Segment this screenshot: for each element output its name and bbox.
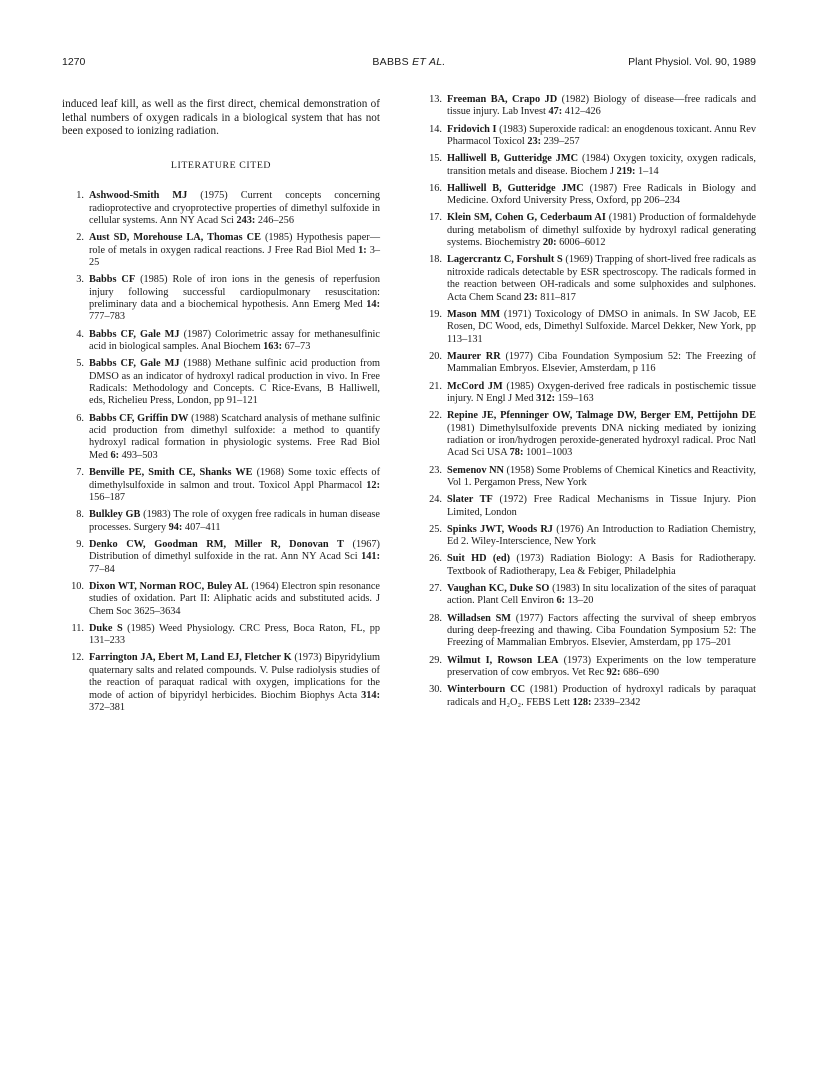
- reference-details: (1988) Methane sulfinic acid production from DMSO as an indicator of hydroxyl radical production in vivo. In Free Radicals: Methodology and Concepts. C Rice-Evans, B Halliwell, eds, Richelieu Press, London, pp 91–121: [89, 358, 380, 407]
- reference-volume: 6:: [556, 595, 566, 607]
- reference-item: [420, 655, 756, 680]
- reference-details: (1975) Current concepts concerning radioprotective and cryoprotective properties of dimethyl sulfoxide in cellular systems. Ann NY Acad Sci: [89, 190, 380, 226]
- reference-item: [420, 94, 756, 119]
- reference-number: 5.: [76, 358, 84, 370]
- reference-text: [447, 153, 756, 178]
- reference-volume: 78:: [509, 447, 524, 459]
- reference-text: [89, 329, 380, 354]
- reference-list-right: [420, 94, 756, 709]
- reference-text: [447, 183, 756, 208]
- reference-pages: 777–783: [89, 311, 126, 323]
- reference-text: [89, 623, 380, 648]
- reference-number: 12.: [71, 652, 84, 664]
- reference-authors: Bulkley GB: [89, 509, 141, 521]
- reference-text: [447, 212, 756, 249]
- reference-details: (1985) Weed Physiology. CRC Press, Boca Raton, FL, pp 131–233: [89, 622, 380, 647]
- reference-item: [62, 413, 380, 463]
- reference-authors: Freeman BA, Crapo JD: [447, 94, 558, 105]
- reference-item: [62, 539, 380, 576]
- reference-item: [420, 684, 756, 709]
- reference-text: [447, 613, 756, 650]
- reference-authors: Benville PE, Smith CE, Shanks WE: [89, 467, 253, 479]
- reference-authors: Klein SM, Cohen G, Cederbaum AI: [447, 212, 606, 224]
- reference-volume: 20:: [542, 237, 557, 249]
- reference-authors: Maurer RR: [447, 350, 501, 362]
- reference-text: [89, 509, 380, 534]
- reference-authors: Babbs CF: [89, 274, 136, 286]
- reference-volume: 243:: [236, 215, 256, 226]
- reference-authors: Vaughan KC, Duke SO: [447, 582, 550, 594]
- reference-item: [62, 623, 380, 648]
- reference-pages: 412–426: [562, 106, 601, 118]
- reference-number: 9.: [76, 538, 84, 550]
- reference-details: (1985) Hypothesis paper—role of metals in oxygen radical reactions. J Free Rad Biol Med: [89, 232, 380, 256]
- reference-volume: 23:: [523, 291, 538, 303]
- reference-pages: 77–84: [89, 563, 115, 575]
- reference-pages: 67–73: [282, 341, 311, 353]
- reference-number: 27.: [429, 582, 442, 594]
- reference-number: 15.: [429, 153, 442, 165]
- reference-number: 10.: [71, 580, 84, 592]
- reference-pages: 372–381: [89, 701, 126, 713]
- reference-number: 30.: [429, 684, 442, 696]
- reference-pages: 239–257: [541, 136, 580, 148]
- reference-authors: Halliwell B, Gutteridge JMC: [447, 153, 579, 165]
- reference-item: [420, 553, 756, 578]
- reference-volume: 314:: [361, 689, 380, 701]
- reference-item: [420, 351, 756, 376]
- reference-item: [62, 581, 380, 618]
- reference-authors: Babbs CF, Gale MJ: [89, 328, 180, 340]
- reference-authors: Spinks JWT, Woods RJ: [447, 523, 553, 535]
- reference-text: [89, 467, 380, 504]
- reference-authors: Wilmut I, Rowson LEA: [447, 654, 559, 666]
- reference-authors: Semenov NN: [447, 464, 504, 476]
- reference-details: (1984) Oxygen toxicity, oxygen radicals, transition metals and disease. Biochem J: [447, 153, 756, 177]
- reference-authors: Halliwell B, Gutteridge JMC: [447, 182, 584, 194]
- reference-number: 8.: [76, 509, 84, 521]
- reference-number: 26.: [429, 553, 442, 565]
- reference-details: (1969) Trapping of short-lived free radicals as nitroxide radicals detectable by ESR spectroscopy. The radicals formed in the reaction between OH-radicals and some sulphoxides and sulphones. Acta Chem Scand: [447, 254, 756, 303]
- reference-number: 18.: [429, 254, 442, 266]
- reference-number: 1.: [76, 190, 84, 202]
- reference-details: (1973) Radiation Biology: A Basis for Radiotherapy. Textbook of Radiotherapy, Lea & Febiger, Philadelphia: [447, 553, 756, 577]
- reference-text: [447, 465, 756, 490]
- reference-number: 19.: [429, 308, 442, 320]
- reference-item: [420, 309, 756, 346]
- reference-list-left: [62, 190, 380, 714]
- reference-text: [447, 94, 756, 119]
- reference-volume: 128:: [572, 696, 592, 708]
- reference-text: [447, 524, 756, 549]
- reference-text: [89, 190, 380, 227]
- reference-item: [62, 232, 380, 269]
- reference-pages: 6006–6012: [556, 237, 606, 249]
- reference-pages: 3–25: [89, 244, 380, 269]
- reference-number: 20.: [429, 350, 442, 362]
- reference-details: (1967) Distribution of dimethyl sulfoxide in the rat. Ann NY Acad Sci: [89, 538, 380, 563]
- journal-citation: Plant Physiol. Vol. 90, 1989: [628, 56, 756, 68]
- reference-details: (1985) Role of iron ions in the genesis of reperfusion injury following successful cardiopulmonary resuscitation: preliminary data and a biochemical hypothesis. Ann Emerg Med: [89, 274, 381, 311]
- reference-details: (1977) Ciba Foundation Symposium 52: The Freezing of Mammalian Embryos. Elsevier, Amsterdam, p 116: [447, 350, 756, 375]
- reference-item: [420, 254, 756, 304]
- reference-pages: 246–256: [255, 215, 294, 226]
- reference-text: [447, 351, 756, 376]
- reference-text: [89, 539, 380, 576]
- reference-details: (1958) Some Problems of Chemical Kinetics and Reactivity, Vol 1. Pergamon Press, New York: [447, 464, 757, 488]
- reference-authors: Aust SD, Morehouse LA, Thomas CE: [89, 232, 261, 244]
- reference-text: [447, 254, 756, 304]
- reference-number: 2.: [76, 232, 84, 244]
- left-column: [62, 94, 380, 719]
- reference-text: [447, 684, 756, 709]
- reference-item: [420, 410, 756, 460]
- reference-number: 24.: [429, 494, 442, 506]
- reference-number: 6.: [76, 412, 84, 424]
- reference-text: [447, 583, 756, 608]
- reference-item: [420, 124, 756, 149]
- reference-text: [447, 124, 756, 149]
- reference-details: (1971) Toxicology of DMSO in animals. In SW Jacob, EE Rosen, DC Wood, eds, Dimethyl Sulfoxide. Marcel Dekker, New York, pp 113–131: [447, 308, 756, 345]
- intro-paragraph: induced leaf kill, as well as the first direct, chemical demonstration of lethal numbers of oxygen radicals in a biological system that has not been exposed to ionizing radiation.: [62, 98, 380, 138]
- reference-item: [62, 509, 380, 534]
- reference-item: [62, 274, 380, 324]
- reference-pages: 159–163: [555, 392, 594, 404]
- reference-details: (1982) Biology of disease—free radicals and tissue injury. Lab Invest: [447, 94, 757, 118]
- reference-volume: 47:: [548, 106, 563, 118]
- reference-item: [420, 153, 756, 178]
- reference-item: [420, 465, 756, 490]
- reference-details: (1983) In situ localization of the sites of paraquat action. Plant Cell Environ: [447, 582, 756, 607]
- reference-volume: 163:: [263, 341, 283, 353]
- reference-item: [420, 524, 756, 549]
- reference-text: [447, 494, 756, 519]
- reference-pages: 493–503: [119, 449, 158, 461]
- reference-details: (1981) Production of hydroxyl radicals by paraquat radicals and H₂O₂. FEBS Lett: [447, 684, 756, 708]
- reference-item: [62, 190, 380, 227]
- reference-details: (1983) The role of oxygen free radicals in human disease processes. Surgery: [89, 509, 380, 533]
- reference-authors: Babbs CF, Griffin DW: [89, 412, 189, 424]
- reference-item: [420, 494, 756, 519]
- reference-text: [447, 553, 756, 578]
- reference-details: (1988) Scatchard analysis of methane sulfinic acid production from dimethyl sulfoxide: a method to quantify hydroxyl radical formation in physiologic systems. Free Rad Biol Med: [89, 412, 380, 461]
- reference-pages: 686–690: [620, 667, 660, 678]
- reference-volume: 92:: [606, 667, 621, 678]
- reference-details: (1987) Colorimetric assay for methanesulfinic acid in biological samples. Anal Biochem: [89, 328, 380, 353]
- reference-number: 29.: [429, 654, 442, 666]
- reference-authors: Lagercrantz C, Forshult S: [447, 254, 563, 266]
- reference-text: [89, 652, 380, 714]
- reference-authors: Winterbourn CC: [447, 684, 526, 696]
- reference-volume: 23:: [527, 136, 542, 148]
- reference-number: 13.: [429, 94, 442, 105]
- reference-authors: Slater TF: [447, 494, 493, 506]
- reference-item: [62, 358, 380, 408]
- running-title-etal: ET AL.: [412, 56, 446, 68]
- reference-volume: 219:: [616, 165, 636, 177]
- reference-volume: 141:: [361, 551, 380, 563]
- reference-details: (1972) Free Radical Mechanisms in Tissue Injury. Pion Limited, London: [447, 494, 757, 518]
- reference-volume: 14:: [366, 299, 380, 311]
- reference-details: (1985) Oxygen-derived free radicals in postischemic tissue injury. N Engl J Med: [447, 380, 756, 404]
- reference-number: 3.: [76, 274, 84, 286]
- reference-item: [420, 212, 756, 249]
- reference-authors: Babbs CF, Gale MJ: [89, 358, 180, 370]
- reference-authors: Denko CW, Goodman RM, Miller R, Donovan T: [89, 538, 344, 550]
- reference-details: (1976) An Introduction to Radiation Chemistry, Ed 2. Wiley-Interscience, New York: [447, 523, 757, 548]
- reference-number: 16.: [429, 182, 442, 194]
- reference-volume: 94:: [168, 521, 183, 533]
- running-title-authors: BABBS: [372, 56, 409, 68]
- reference-authors: Repine JE, Pfenninger OW, Talmage DW, Berger EM, Pettijohn DE: [447, 410, 756, 422]
- reference-item: [62, 329, 380, 354]
- reference-text: [447, 410, 756, 460]
- reference-authors: Duke S: [89, 622, 123, 634]
- reference-text: [89, 232, 380, 269]
- reference-item: [62, 652, 380, 714]
- reference-details: (1977) Factors affecting the survival of sheep embryos during deep-freezing and thawing. Ciba Foundation Symposium 52: The Freezing of Mammalian Embryos. Elsevier, Amsterdam, pp 175–201: [447, 612, 756, 649]
- literature-cited-heading: LITERATURE CITED: [170, 159, 272, 171]
- reference-details: (1973) Bipyridylium quaternary salts and related compounds. V. Pulse radiolysis studies of the reaction of paraquat radical with oxygen, implications for the mode of action of bipyridyl herbicides. Biochim Biophys Acta: [89, 652, 380, 701]
- reference-item: [420, 183, 756, 208]
- reference-pages: 156–187: [89, 491, 126, 503]
- reference-number: 22.: [429, 410, 442, 422]
- reference-pages: 1–14: [635, 165, 659, 177]
- reference-pages: 407–411: [182, 521, 221, 533]
- reference-authors: Mason MM: [447, 308, 501, 320]
- reference-number: 7.: [76, 467, 84, 479]
- reference-details: (1987) Free Radicals in Biology and Medicine. Oxford University Press, Oxford, pp 206–234: [447, 182, 756, 207]
- reference-pages: 1001–1003: [523, 447, 573, 459]
- reference-pages: 811–817: [537, 291, 576, 303]
- reference-pages: 2339–2342: [591, 696, 641, 708]
- reference-authors: Fridovich I: [447, 123, 497, 135]
- reference-number: 4.: [76, 328, 84, 340]
- reference-authors: Willadsen SM: [447, 612, 512, 624]
- reference-volume: 12:: [366, 479, 380, 491]
- reference-number: 21.: [429, 380, 442, 392]
- reference-number: 11.: [71, 622, 84, 634]
- reference-item: [62, 467, 380, 504]
- reference-volume: 1:: [358, 244, 367, 256]
- reference-authors: McCord JM: [447, 380, 503, 392]
- reference-number: 25.: [429, 523, 442, 535]
- reference-details: (1981) Production of formaldehyde during metabolism of dimethyl sulfoxide by hydroxyl radical generating systems. Biochemistry: [447, 212, 756, 249]
- reference-authors: Farrington JA, Ebert M, Land EJ, Fletcher K: [89, 652, 292, 664]
- page-number: 1270: [62, 56, 86, 68]
- reference-details: (1973) Experiments on the low temperature preservation of cow embryos. Vet Rec: [447, 654, 756, 678]
- reference-authors: Dixon WT, Norman ROC, Buley AL: [89, 580, 249, 592]
- reference-text: [89, 413, 380, 463]
- reference-item: [420, 583, 756, 608]
- reference-details: (1983) Superoxide radical: an enogdenous toxicant. Annu Rev Pharmacol Toxicol: [447, 123, 756, 148]
- reference-authors: Suit HD (ed): [447, 553, 511, 565]
- reference-text: [447, 309, 756, 346]
- reference-item: [420, 613, 756, 650]
- reference-text: [89, 274, 380, 324]
- reference-authors: Ashwood-Smith MJ: [89, 190, 188, 202]
- reference-text: [447, 655, 756, 680]
- reference-details: (1968) Some toxic effects of dimethylsulfoxide in salmon and trout. Toxicol Appl Pharmacol: [89, 467, 380, 491]
- reference-details: (1964) Electron spin resonance studies of oxidation. Part II: Aliphatic acids and substituted acids. J Chem Soc 3625–3634: [89, 580, 380, 617]
- reference-number: 23.: [429, 464, 442, 476]
- reference-number: 14.: [429, 123, 442, 135]
- right-column: [420, 94, 756, 714]
- reference-number: 28.: [429, 612, 442, 624]
- reference-volume: 312:: [536, 392, 556, 404]
- reference-pages: 13–20: [565, 595, 594, 607]
- reference-details: (1981) Dimethylsulfoxide prevents DNA nicking mediated by ionizing radiation or iron/hydrogen peroxide-generated hydroxyl radical. Proc Natl Acad Sci USA: [447, 422, 756, 459]
- reference-item: [420, 381, 756, 406]
- reference-text: [89, 581, 380, 618]
- reference-number: 17.: [429, 212, 442, 224]
- reference-volume: 6:: [110, 449, 120, 461]
- reference-text: [89, 358, 380, 408]
- page-header: [62, 56, 756, 72]
- reference-text: [447, 381, 756, 406]
